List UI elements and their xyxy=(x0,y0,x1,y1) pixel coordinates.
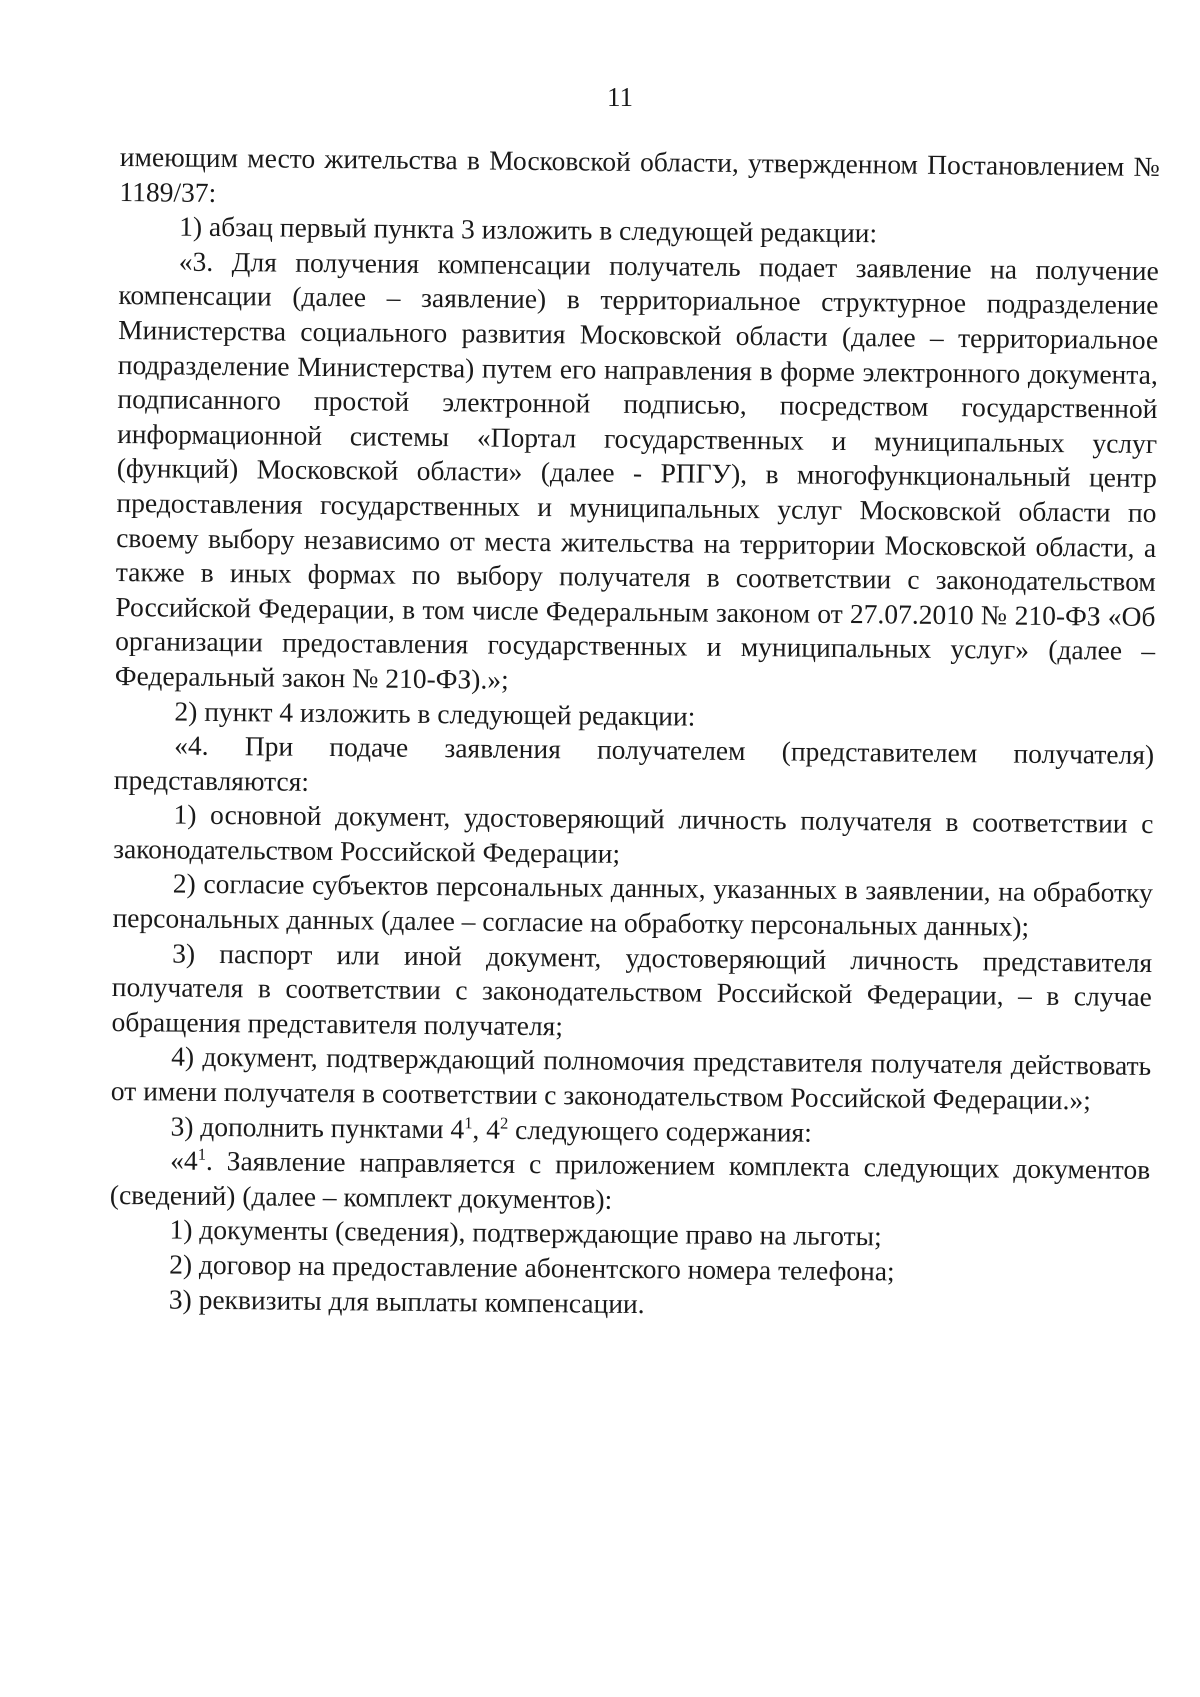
supplement-sup-2: 2 xyxy=(499,1113,509,1133)
supplement-suffix: следующего содержания: xyxy=(508,1113,812,1148)
paragraph-group-tail xyxy=(109,1212,1150,1326)
paragraph: «4. При подаче заявления получателем (представителем получателя) представляются: xyxy=(113,729,1155,797)
paragraph: 1) абзац первый пункта 3 изложить в следующей редакции: xyxy=(179,210,878,249)
paragraph: 1) документы (сведения), подтверждающие право на льготы; xyxy=(169,1213,882,1252)
document-body xyxy=(109,140,1160,1326)
paragraph: 3) реквизиты для выплаты компенсации. xyxy=(168,1283,645,1319)
paragraph: 4) документ, подтверждающий полномочия представителя получателя действовать от имени получателя в соответствии с законодательством Российской Федерации.»; xyxy=(110,1040,1152,1116)
supplement-prefix: 3) дополнить пунктами 4 xyxy=(170,1110,465,1144)
paragraph: «3. Для получения компенсации получатель подает заявление на получение компенсации (далее – заявление) в территориальное структурное подразделение Министерства социального развития Московской области (далее – территориальное подразделение Министерства) путем его направления в форме электронного документа, подписанного простой электронной подписью, посредством государственной информационной системы «Портал государственных и муниципальных услуг (функций) Московской области» (далее - РПГУ), в многофункциональный центр предоставления государственных и муниципальных услуг Московской области по своему выбору независимо от места жительства на территории Московской области, а также в иных формах по выбору получателя в соответствии с законодательством Российской Федерации, в том числе Федеральным законом от 27.07.2010 № 210-ФЗ «Об организации предоставления государственных и муниципальных услуг» (далее – Федеральный закон № 210-ФЗ).»; xyxy=(114,245,1159,695)
paragraph: 2) договор на предоставление абонентского номера телефона; xyxy=(169,1248,895,1287)
paragraph-group-main xyxy=(111,140,1160,1119)
paragraph: 1) основной документ, удостоверяющий личность получателя в соответствии с законодательством Российской Федерации; xyxy=(113,798,1154,869)
page-number: 11 xyxy=(607,82,633,112)
point41-sup: 1 xyxy=(197,1144,207,1164)
paragraph: 3) паспорт или иной документ, удостоверяющий личность представителя получателя в соответствии с законодательством Российской Федерации, – в случае обращения представителя получателя; xyxy=(111,937,1153,1042)
point41-rest: . Заявление направляется с приложением комплекта следующих документов (сведений) (далее – комплект документов): xyxy=(109,1145,1151,1215)
point41-prefix: «4 xyxy=(170,1144,198,1177)
paragraph: 2) пункт 4 изложить в следующей редакции: xyxy=(174,695,696,732)
supplement-mid: , 4 xyxy=(472,1113,501,1145)
paragraph-point-4-1 xyxy=(110,1143,1151,1222)
supplement-sup-1: 1 xyxy=(464,1112,473,1132)
paragraph: имеющим место жительства в Московской области, утвержденном Постановлением № 1189/37: xyxy=(119,140,1160,208)
paragraph: 2) согласие субъектов персональных данных, указанных в заявлении, на обработку персональных данных (далее – согласие на обработку персональных данных); xyxy=(112,868,1153,942)
